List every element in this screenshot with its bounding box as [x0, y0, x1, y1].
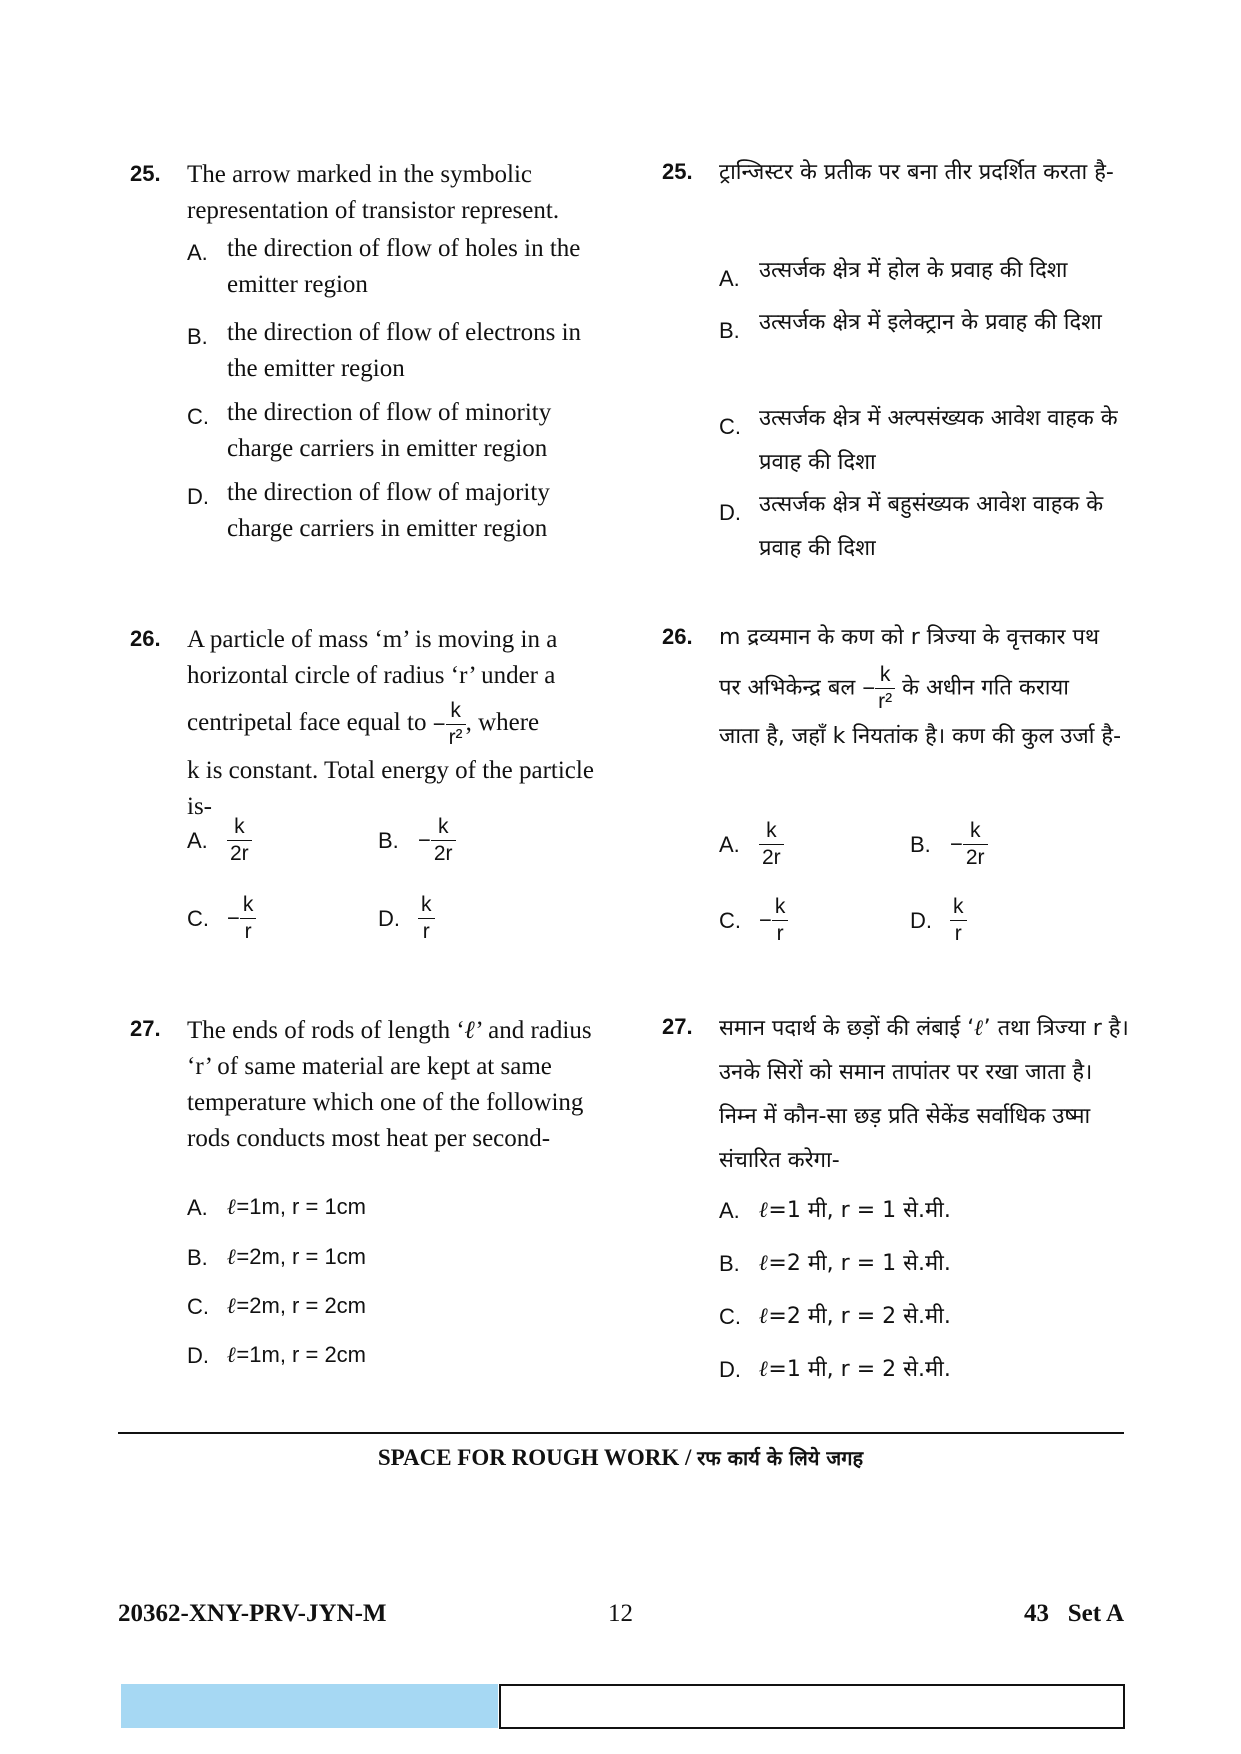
length-symbol: ℓ [759, 1303, 769, 1329]
fraction-denominator: 2r [965, 846, 985, 869]
option-b [910, 818, 988, 871]
option-c [719, 894, 788, 947]
option-label: C. [187, 905, 209, 931]
option-c [719, 397, 1132, 485]
option-label: B. [187, 1245, 208, 1271]
option-text: =2 मी, r = 2 से.मी. [768, 1304, 951, 1329]
stem-text: समान पदार्थ के छड़ों की लंबाई ‘ [719, 1016, 975, 1041]
option-fraction [759, 818, 784, 871]
option-label: C. [187, 404, 209, 429]
fraction-denominator: r [776, 922, 784, 945]
fraction-denominator: r [244, 920, 252, 943]
fraction-numerator: k [963, 818, 988, 845]
fraction-numerator: k [240, 892, 257, 919]
option-a [187, 1194, 366, 1221]
minus-sign: − [432, 711, 446, 737]
option-label: D. [378, 905, 400, 931]
question-stem [187, 622, 600, 825]
option-fraction [227, 814, 252, 867]
option-label: A. [187, 827, 208, 853]
force-fraction [875, 662, 895, 715]
rough-work-en: SPACE FOR ROUGH WORK / [377, 1445, 698, 1470]
option-d [187, 1342, 366, 1369]
option-label: B. [187, 324, 208, 349]
option-text: =1m, r = 1cm [236, 1194, 366, 1219]
stem-text: ’ and radius ‘r’ of same material are kept at same temperature which one of the following rods conducts most heat per second- [187, 1017, 592, 1152]
option-d [719, 1353, 951, 1383]
fraction-numerator: k [446, 698, 466, 725]
fraction-denominator: r² [878, 690, 893, 713]
option-text: =2 मी, r = 1 से.मी. [768, 1251, 951, 1276]
option-label: D. [719, 1357, 741, 1383]
option-fraction [418, 892, 435, 945]
fraction-denominator: r² [448, 726, 463, 749]
stem-text: पर अभिकेन्द्र बल [719, 675, 856, 701]
question-number: 27. [662, 1014, 693, 1039]
page-number: 12 [608, 1600, 633, 1627]
option-text: =1 मी, r = 1 से.मी. [768, 1198, 951, 1223]
question-number: 25. [662, 159, 693, 184]
question-stem [719, 1006, 1132, 1183]
option-text: =2m, r = 1cm [236, 1244, 366, 1269]
minus-sign: − [862, 675, 876, 701]
minus-sign: − [759, 907, 772, 933]
question-number: 26. [662, 624, 693, 649]
question-number: 26. [130, 626, 161, 651]
option-c [719, 1300, 951, 1330]
option-label: A. [719, 266, 740, 291]
option-text: the direction of flow of minority charge carriers in emitter region [227, 399, 552, 462]
option-label: D. [187, 484, 209, 509]
stem-line: जाता है, जहाँ k नियतांक है। कण की कुल उर्जा है- [719, 724, 1122, 749]
option-text: उत्सर्जक क्षेत्र में अल्पसंख्यक आवेश वाहक के प्रवाह की दिशा [759, 406, 1118, 475]
option-text: उत्सर्जक क्षेत्र में इलेक्ट्रान के प्रवाह की दिशा [759, 310, 1102, 335]
option-label: B. [910, 831, 931, 857]
force-fraction [446, 698, 466, 751]
option-text: the direction of flow of majority charge carriers in emitter region [227, 479, 550, 542]
option-a [719, 249, 1132, 293]
stem-line: k is constant. Total energy of the particle is- [187, 757, 594, 820]
question-stem: The arrow marked in the symbolic representation of transistor represent. [187, 161, 560, 224]
option-label: B. [719, 318, 740, 343]
option-text: the direction of flow of holes in the emitter region [227, 235, 581, 298]
option-text: उत्सर्जक क्षेत्र में होल के प्रवाह की दिशा [759, 258, 1068, 283]
option-fraction [240, 892, 257, 945]
question-stem [719, 616, 1132, 759]
question-stem [187, 1012, 600, 1157]
fraction-numerator: k [759, 818, 784, 845]
option-d [378, 892, 435, 945]
footer-color-bar [121, 1684, 498, 1728]
stem-text: The ends of rods of length ‘ [187, 1017, 465, 1044]
option-fraction [950, 894, 967, 947]
option-c [187, 892, 256, 945]
fraction-denominator: r [954, 922, 962, 945]
option-text: =1m, r = 2cm [236, 1342, 366, 1367]
fraction-denominator: 2r [762, 846, 781, 869]
stem-line: A particle of mass ‘m’ is moving in a horizontal circle of radius ‘r’ under a [187, 626, 558, 689]
fraction-numerator: k [772, 894, 789, 921]
option-c [187, 395, 600, 467]
paper-code: 20362-XNY-PRV-JYN-M [118, 1600, 387, 1627]
minus-sign: − [950, 831, 963, 857]
question-number: 27. [130, 1016, 161, 1041]
stem-text: centripetal face equal to [187, 709, 427, 737]
option-a [719, 818, 784, 871]
option-label: C. [719, 1304, 741, 1330]
option-text: the direction of flow of electrons in the emitter region [227, 319, 582, 382]
option-fraction [963, 818, 988, 871]
fraction-numerator: k [431, 814, 456, 841]
option-b [719, 301, 1132, 345]
option-b [187, 315, 600, 387]
question-stem: ट्रान्जिस्टर के प्रतीक पर बना तीर प्रदर्शित करता है- [719, 160, 1114, 185]
length-symbol: ℓ [227, 1244, 237, 1270]
option-a [187, 814, 252, 867]
stem-line: m द्रव्यमान के कण को r त्रिज्या के वृत्तकार पथ [719, 625, 1100, 650]
option-d [719, 483, 1132, 571]
option-label: C. [719, 414, 741, 439]
option-label: A. [187, 240, 208, 265]
length-symbol: ℓ [974, 1015, 984, 1041]
option-fraction [431, 814, 456, 867]
fraction-denominator: 2r [230, 842, 249, 865]
fraction-numerator: k [950, 894, 967, 921]
length-symbol: ℓ [227, 1194, 237, 1220]
option-d [187, 475, 600, 547]
minus-sign: − [227, 905, 240, 931]
fraction-denominator: r [422, 920, 430, 943]
length-symbol: ℓ [759, 1250, 769, 1276]
length-symbol: ℓ [759, 1197, 769, 1223]
option-b [378, 814, 456, 867]
option-label: C. [719, 907, 741, 933]
option-label: D. [719, 500, 741, 525]
option-label: B. [378, 827, 399, 853]
stem-line-force [719, 662, 1132, 715]
option-text: उत्सर्जक क्षेत्र में बहुसंख्यक आवेश वाहक के प्रवाह की दिशा [759, 492, 1104, 561]
option-label: D. [187, 1343, 209, 1369]
stem-line-force [187, 698, 600, 751]
set-label: 43 Set A [1024, 1600, 1124, 1627]
option-b [719, 1247, 951, 1277]
option-a [719, 1194, 951, 1224]
option-label: D. [910, 907, 932, 933]
option-text: =2m, r = 2cm [236, 1293, 366, 1318]
rough-work-label [0, 1444, 1241, 1471]
option-label: B. [719, 1251, 740, 1277]
option-label: A. [187, 1195, 208, 1221]
fraction-numerator: k [875, 662, 895, 689]
option-d [910, 894, 967, 947]
option-label: A. [719, 831, 740, 857]
option-c [187, 1293, 366, 1320]
length-symbol: ℓ [759, 1356, 769, 1382]
stem-text: , where [465, 709, 540, 737]
fraction-denominator: 2r [433, 842, 453, 865]
minus-sign: − [418, 827, 431, 853]
option-a [187, 231, 600, 303]
rough-work-divider [118, 1432, 1124, 1434]
fraction-numerator: k [418, 892, 435, 919]
footer-empty-box [499, 1684, 1125, 1729]
option-fraction [772, 894, 789, 947]
stem-text: ’ तथा त्रिज्या r है। उनके सिरों को समान तापांतर पर रखा जाता है। निम्न में कौन-सा छड़ प्रति सेकेंड सर्वाधिक उष्मा संचारित करेगा- [719, 1016, 1129, 1173]
length-symbol: ℓ [464, 1015, 476, 1044]
length-symbol: ℓ [227, 1342, 237, 1368]
option-text: =1 मी, r = 2 से.मी. [768, 1357, 951, 1382]
option-b [187, 1244, 366, 1271]
rough-work-hi: रफ कार्य के लिये जगह [697, 1446, 864, 1470]
question-number: 25. [130, 161, 161, 186]
option-label: C. [187, 1294, 209, 1320]
option-label: A. [719, 1198, 740, 1224]
fraction-numerator: k [227, 814, 252, 841]
length-symbol: ℓ [227, 1293, 237, 1319]
stem-text: के अधीन गति कराया [902, 675, 1069, 701]
